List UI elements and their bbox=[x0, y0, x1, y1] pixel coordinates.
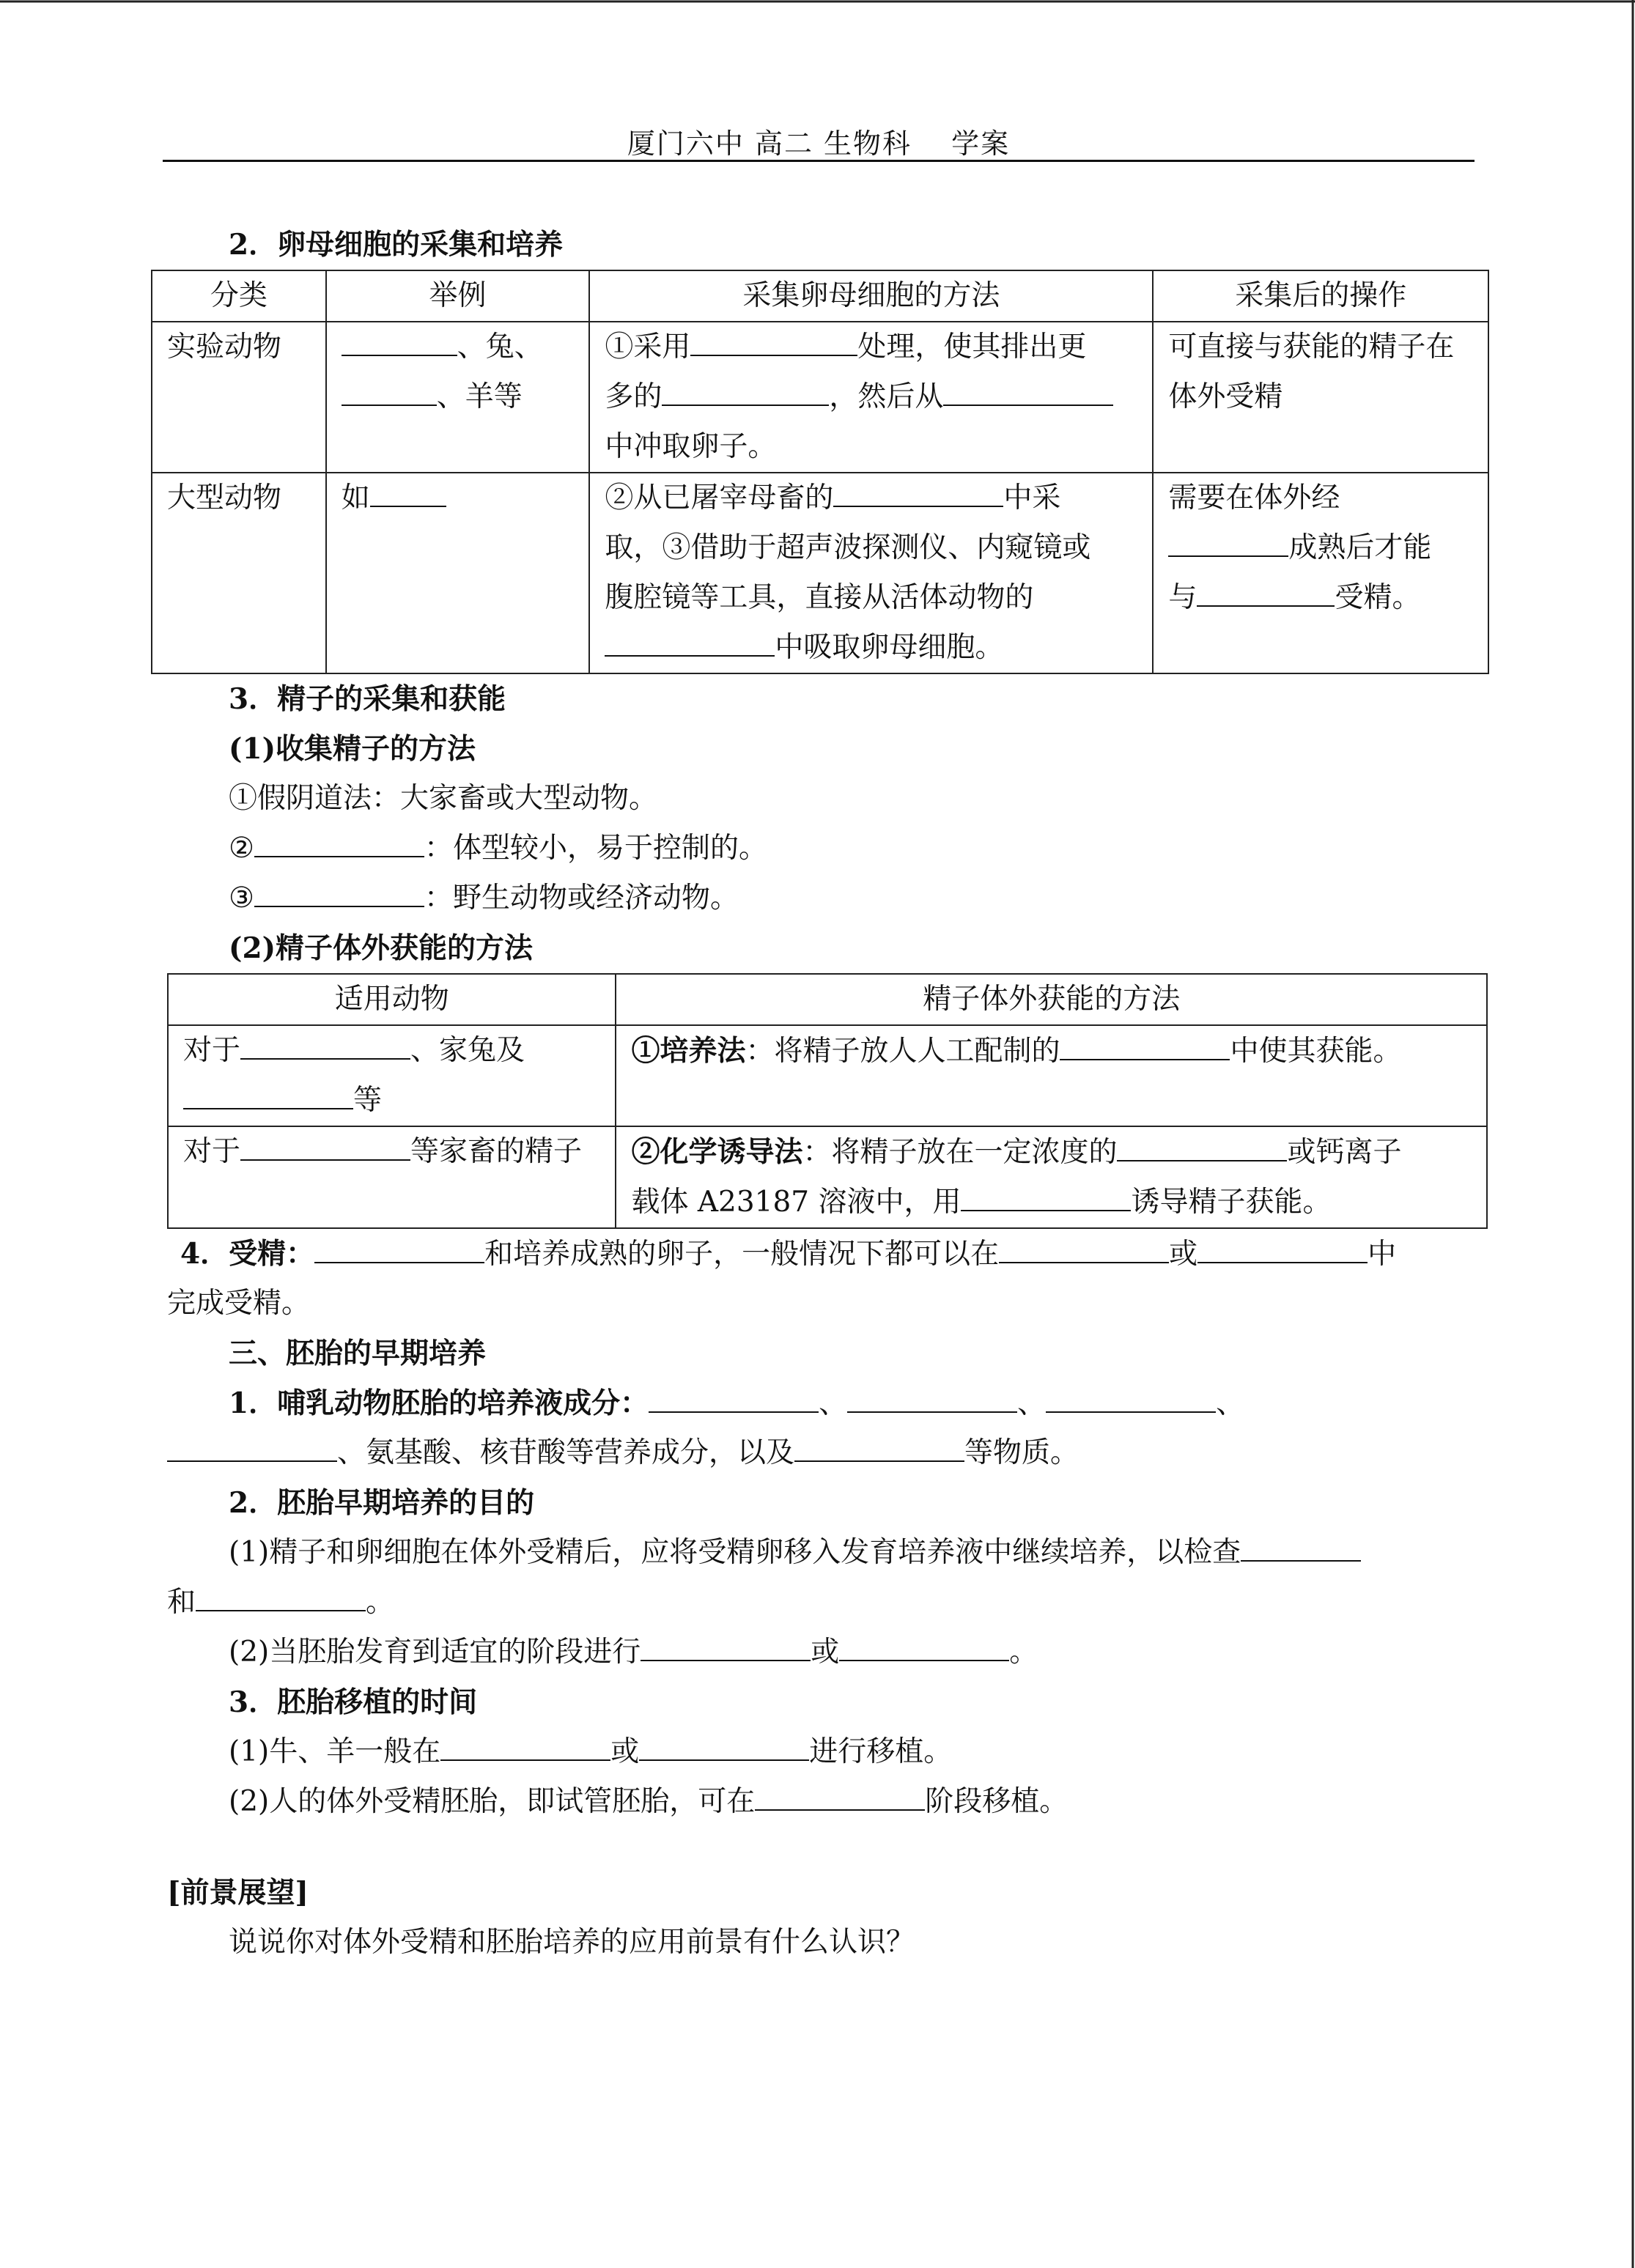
col-header-method: 采集卵母细胞的方法 bbox=[589, 270, 1153, 322]
blank[interactable] bbox=[1197, 579, 1335, 607]
culture-purpose-1-cont: 和 。 bbox=[167, 1578, 1486, 1628]
blank[interactable] bbox=[639, 1733, 809, 1761]
blank[interactable] bbox=[605, 629, 775, 657]
blank[interactable] bbox=[755, 1783, 925, 1811]
blank[interactable] bbox=[641, 1633, 811, 1661]
culture-medium-line: 1．哺乳动物胚胎的培养液成分： 、 、 、 bbox=[229, 1386, 1245, 1420]
culture-medium-line-2: 、氨基酸、核苷酸等营养成分，以及 等物质。 bbox=[167, 1428, 1486, 1478]
col-header-example: 举例 bbox=[326, 270, 590, 322]
table-row bbox=[152, 322, 1488, 473]
blank[interactable] bbox=[999, 1235, 1169, 1263]
table-row bbox=[168, 1126, 1487, 1228]
blank[interactable] bbox=[662, 378, 829, 406]
blank[interactable] bbox=[440, 1733, 610, 1761]
cell-animal: 对于 等家畜的精子 bbox=[168, 1126, 616, 1228]
transfer-time-2: (2)人的体外受精胚胎，即试管胚胎，可在 阶段移植。 bbox=[167, 1777, 1486, 1827]
blank[interactable] bbox=[690, 328, 857, 356]
culture-purpose-1: (1)精子和卵细胞在体外受精后，应将受精卵移入发育培养液中继续培养，以检查 bbox=[167, 1528, 1486, 1578]
blank[interactable] bbox=[1197, 1235, 1368, 1263]
blank[interactable] bbox=[833, 479, 1003, 507]
blank[interactable] bbox=[1241, 1534, 1361, 1562]
prospect-question: 说说你对体外受精和胚胎培养的应用前景有什么认识？ bbox=[229, 1926, 915, 1959]
capacitation-subtitle: (2)精子体外获能的方法 bbox=[229, 931, 534, 965]
blank[interactable] bbox=[314, 1235, 484, 1263]
cell-operation: 可直接与获能的精子在体外受精 bbox=[1153, 322, 1488, 473]
col-header-category: 分类 bbox=[152, 270, 326, 322]
blank[interactable] bbox=[196, 1584, 366, 1611]
cell-example: 、兔、 、羊等 bbox=[326, 322, 590, 473]
blank[interactable] bbox=[342, 328, 457, 356]
cell-category: 实验动物 bbox=[152, 322, 326, 473]
blank[interactable] bbox=[1046, 1385, 1216, 1413]
transfer-time-title: 3．胚胎移植的时间 bbox=[229, 1685, 478, 1719]
blank[interactable] bbox=[839, 1633, 1009, 1661]
worksheet-content bbox=[167, 220, 1486, 1968]
culture-purpose-title: 2．胚胎早期培养的目的 bbox=[229, 1486, 535, 1520]
sperm-method-2: ② ：体型较小，易于控制的。 bbox=[167, 824, 1486, 873]
blank[interactable] bbox=[1060, 1033, 1230, 1060]
cell-method: ②化学诱导法：将精子放在一定浓度的 或钙离子 载体 A23187 溶液中，用 诱导精子获能。 bbox=[616, 1126, 1487, 1228]
fertilization-line: 4．受精： 和培养成熟的卵子，一般情况下都可以在 或 中 bbox=[180, 1237, 1397, 1271]
blank[interactable] bbox=[167, 1434, 337, 1462]
blank[interactable] bbox=[847, 1385, 1017, 1413]
cell-operation: 需要在体外经 成熟后才能 与 受精。 bbox=[1153, 473, 1488, 673]
section-embryo-title: 三、胚胎的早期培养 bbox=[229, 1337, 487, 1370]
blank[interactable] bbox=[961, 1183, 1131, 1211]
blank[interactable] bbox=[794, 1434, 964, 1462]
sperm-collection-subtitle: (1)收集精子的方法 bbox=[229, 732, 476, 766]
fertilization-line-2: 完成受精。 bbox=[167, 1287, 311, 1320]
oocyte-table bbox=[151, 270, 1489, 674]
cell-animal: 对于 、家兔及 等 bbox=[168, 1025, 616, 1126]
col-header-animal: 适用动物 bbox=[168, 974, 616, 1025]
blank[interactable] bbox=[240, 1032, 410, 1060]
blank[interactable] bbox=[649, 1385, 819, 1413]
cell-method: ①培养法：将精子放人人工配制的 中使其获能。 bbox=[616, 1025, 1487, 1126]
col-header-operation: 采集后的操作 bbox=[1153, 270, 1488, 322]
cell-category: 大型动物 bbox=[152, 473, 326, 673]
blank[interactable] bbox=[943, 378, 1113, 406]
col-header-capacitation-method: 精子体外获能的方法 bbox=[616, 974, 1487, 1025]
cell-example: 如 bbox=[326, 473, 590, 673]
page-header: 厦门六中 高二 生物科 学案 bbox=[627, 128, 1011, 160]
sperm-method-1: ①假阴道法：大家畜或大型动物。 bbox=[229, 782, 658, 815]
blank[interactable] bbox=[240, 1133, 410, 1161]
blank[interactable] bbox=[370, 479, 446, 507]
blank[interactable] bbox=[254, 830, 424, 857]
blank[interactable] bbox=[342, 378, 437, 406]
blank[interactable] bbox=[183, 1082, 353, 1109]
blank[interactable] bbox=[1117, 1134, 1287, 1161]
header-rule bbox=[163, 160, 1475, 162]
capacitation-table bbox=[167, 973, 1488, 1229]
section-sperm-title: 3．精子的采集和获能 bbox=[229, 682, 506, 716]
cell-method: ②从已屠宰母畜的 中采 取，③借助于超声波探测仪、内窥镜或 腹腔镜等工具，直接从活体动物的 中吸取卵母细胞。 bbox=[589, 473, 1153, 673]
cell-method: ①采用 处理，使其排出更 多的 ，然后从 中冲取卵子。 bbox=[589, 322, 1153, 473]
table-row bbox=[152, 473, 1488, 673]
table-row bbox=[168, 1025, 1487, 1126]
prospect-title: [前景展望] bbox=[167, 1876, 309, 1910]
sperm-method-3: ③ ：野生动物或经济动物。 bbox=[167, 873, 1486, 923]
blank[interactable] bbox=[254, 879, 424, 907]
section-oocyte-title: 2．卵母细胞的采集和培养 bbox=[229, 228, 564, 262]
blank[interactable] bbox=[1168, 529, 1288, 557]
transfer-time-1: (1)牛、羊一般在 或 进行移植。 bbox=[167, 1727, 1486, 1777]
culture-purpose-2: (2)当胚胎发育到适宜的阶段进行 或 。 bbox=[167, 1628, 1486, 1677]
